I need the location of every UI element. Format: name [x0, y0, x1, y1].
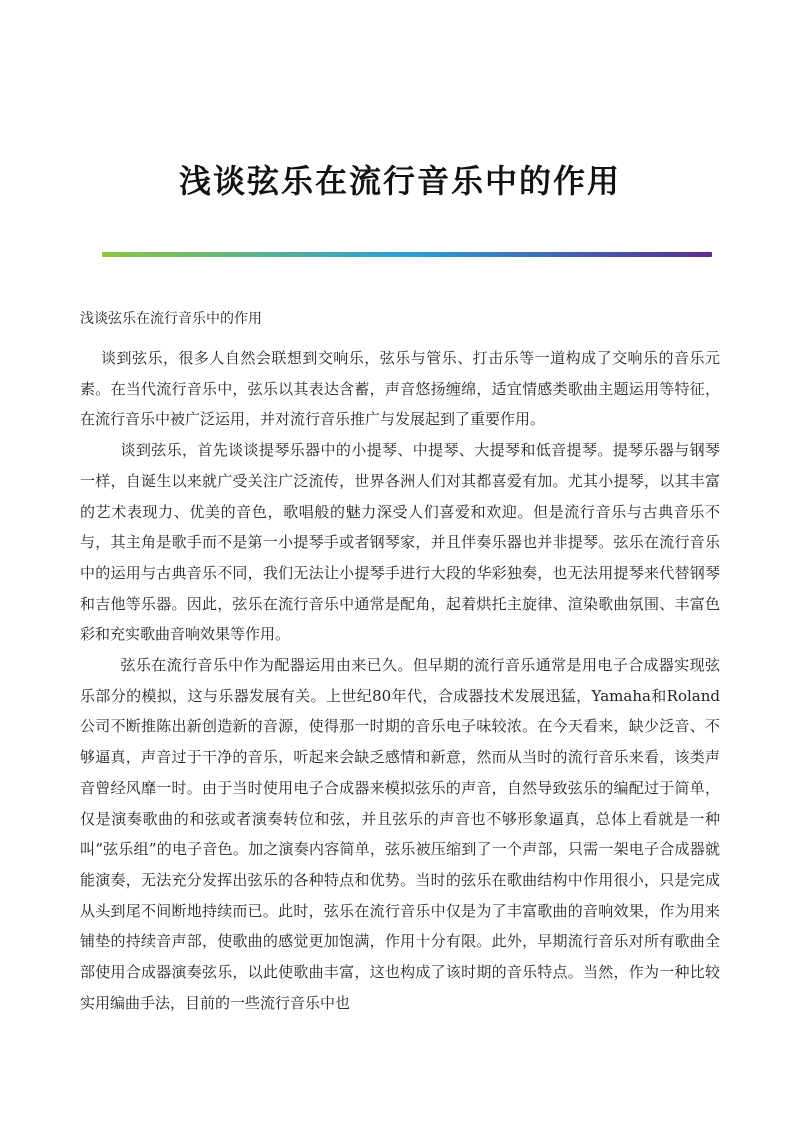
document-subtitle: 浅谈弦乐在流行音乐中的作用	[80, 311, 262, 327]
document-body	[80, 309, 720, 1018]
title-divider	[102, 252, 712, 257]
paragraph-synthesizer-era: 弦乐在流行音乐中作为配器运用由来已久。但早期的流行音乐通常是用电子合成器实现弦乐部分的模拟，这与乐器发展有关。上世纪80年代，合成器技术发展迅猛，Yamaha和Roland公司不断推陈出新创造新的音源，使得那一时期的音乐电子味较浓。在今天看来，缺少泛音、不够逼真，声音过于干净的音乐，听起来会缺乏感情和新意，然而从当时的流行音乐来看，该类声音曾经风靡一时。由于当时使用电子合成器来模拟弦乐的声音，自然导致弦乐的编配过于简单，仅是演奏歌曲的和弦或者演奏转位和弦，并且弦乐的声音也不够形象逼真，总体上看就是一种叫“弦乐组”的电子音色。加之演奏内容简单，弦乐被压缩到了一个声部，只需一架电子合成器就能演奏，无法充分发挥出弦乐的各种特点和优势。当时的弦乐在歌曲结构中作用很小，只是完成从头到尾不间断地持续而已。此时，弦乐在流行音乐中仅是为了丰富歌曲的音响效果，作为用来铺垫的持续音声部，使歌曲的感觉更加饱满，作用十分有限。此外，早期流行音乐对所有歌曲全部使用合成器演奏弦乐，以此使歌曲丰富，这也构成了该时期的音乐特点。当然，作为一种比较实用编曲手法，目前的一些流行音乐中也	[80, 656, 720, 1012]
page-title: 浅谈弦乐在流行音乐中的作用	[178, 162, 621, 200]
paragraph-violin-family: 谈到弦乐，首先谈谈提琴乐器中的小提琴、中提琴、大提琴和低音提琴。提琴乐器与钢琴一样，自诞生以来就广受关注广泛流传，世界各洲人们对其都喜爱有加。尤其小提琴，以其丰富的艺术表现力、优美的音色，歌唱般的魅力深受人们喜爱和欢迎。但是流行音乐与古典音乐不与，其主角是歌手而不是第一小提琴手或者钢琴家，并且伴奏乐器也并非提琴。弦乐在流行音乐中的运用与古典音乐不同，我们无法让小提琴手进行大段的华彩独奏，也无法用提琴来代替钢琴和吉他等乐器。因此，弦乐在流行音乐中通常是配角，起着烘托主旋律、渲染歌曲氛围、丰富色彩和充实歌曲音响效果等作用。	[80, 441, 720, 644]
paragraph-intro: 谈到弦乐，很多人自然会联想到交响乐，弦乐与管乐、打击乐等一道构成了交响乐的音乐元素。在当代流行音乐中，弦乐以其表达含蓄，声音悠扬缠绵，适宜情感类歌曲主题运用等特征，在流行音乐中被广泛运用，并对流行音乐推广与发展起到了重要作用。	[80, 349, 720, 429]
